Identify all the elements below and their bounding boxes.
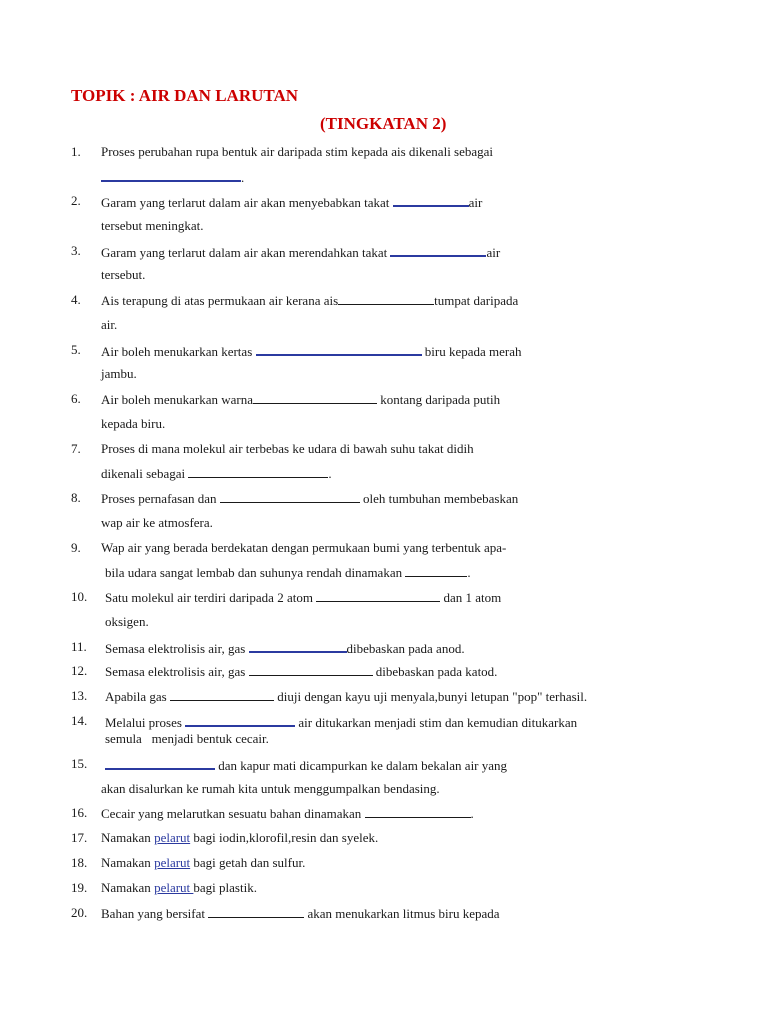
question-text-cont: akan disalurkan ke rumah kita untuk menggumpalkan bendasing. bbox=[101, 781, 440, 796]
question-text: Melalui proses air ditukarkan menjadi stim dan kemudian ditukarkan bbox=[105, 715, 578, 730]
answer-blank[interactable] bbox=[101, 168, 241, 182]
question-text: Semasa elektrolisis air, gas dibebaskan pada katod. bbox=[105, 664, 498, 679]
answer-blank[interactable] bbox=[188, 465, 328, 478]
question-text: Cecair yang melarutkan sesuatu bahan dinamakan . bbox=[101, 806, 474, 821]
question-text-cont: dikenali sebagai . bbox=[101, 466, 332, 481]
answer-blank[interactable] bbox=[256, 342, 422, 356]
answer-blank[interactable] bbox=[208, 905, 304, 918]
question-text: Wap air yang berada berdekatan dengan permukaan bumi yang terbentuk apa- bbox=[101, 540, 507, 555]
question-text-cont: semula menjadi bentuk cecair. bbox=[105, 731, 269, 746]
answer-blank[interactable] bbox=[405, 564, 467, 577]
question-text-cont: kepada biru. bbox=[101, 416, 166, 431]
question-text: Proses pernafasan dan oleh tumbuhan membebaskan bbox=[101, 491, 519, 506]
question-number: 1. bbox=[71, 144, 81, 159]
question-number: 9. bbox=[71, 540, 81, 555]
page-subtitle: (TINGKATAN 2) bbox=[320, 114, 447, 133]
question-number: 13. bbox=[71, 688, 88, 703]
answer-blank[interactable] bbox=[170, 688, 274, 701]
answer-blank[interactable] bbox=[390, 243, 486, 257]
question-text: Apabila gas diuji dengan kayu uji menyala,bunyi letupan "pop" terhasil. bbox=[105, 689, 588, 704]
answer-blank[interactable] bbox=[338, 292, 434, 305]
question-text-cont: jambu. bbox=[101, 366, 137, 381]
question-text: Garam yang terlarut dalam air akan merendahkan takat air bbox=[101, 245, 501, 260]
question-number: 10. bbox=[71, 589, 88, 604]
question-number: 6. bbox=[71, 391, 81, 406]
question-number: 7. bbox=[71, 441, 81, 456]
question-text-cont: wap air ke atmosfera. bbox=[101, 515, 213, 530]
answer-blank[interactable] bbox=[220, 490, 360, 503]
question-text: Bahan yang bersifat akan menukarkan litmus biru kepada bbox=[101, 906, 500, 921]
question-number: 2. bbox=[71, 193, 81, 208]
answer-blank[interactable] bbox=[316, 589, 440, 602]
question-number: 14. bbox=[71, 713, 88, 728]
question-number: 18. bbox=[71, 855, 88, 870]
question-text-cont: air. bbox=[101, 317, 118, 332]
pelarut-link[interactable]: pelarut bbox=[154, 855, 191, 870]
question-number: 8. bbox=[71, 490, 81, 505]
question-number: 15. bbox=[71, 756, 88, 771]
answer-blank[interactable] bbox=[105, 756, 215, 770]
question-text: Ais terapung di atas permukaan air kerana ais tumpat daripada bbox=[101, 293, 519, 308]
question-text: Proses perubahan rupa bentuk air daripada stim kepada ais dikenali sebagai bbox=[101, 144, 494, 159]
page-title: TOPIK : AIR DAN LARUTAN bbox=[71, 86, 299, 105]
pelarut-link[interactable]: pelarut bbox=[154, 880, 194, 895]
answer-blank[interactable] bbox=[365, 805, 471, 818]
answer-line: . bbox=[101, 168, 244, 186]
question-number: 16. bbox=[71, 805, 88, 820]
question-text: Namakan pelarut bagi getah dan sulfur. bbox=[101, 855, 306, 870]
question-text: Satu molekul air terdiri daripada 2 atom dan 1 atom bbox=[105, 590, 502, 605]
question-number: 5. bbox=[71, 342, 81, 357]
question-number: 12. bbox=[71, 663, 88, 678]
question-text: Air boleh menukarkan warna kontang daripada putih bbox=[101, 392, 501, 407]
question-text-cont: tersebut. bbox=[101, 267, 146, 282]
answer-blank[interactable] bbox=[249, 663, 373, 676]
question-text-cont: tersebut meningkat. bbox=[101, 218, 204, 233]
question-text: dan kapur mati dicampurkan ke dalam bekalan air yang bbox=[105, 756, 507, 774]
question-number: 11. bbox=[71, 639, 87, 654]
answer-blank[interactable] bbox=[185, 713, 295, 727]
answer-blank[interactable] bbox=[253, 391, 377, 404]
question-text: Air boleh menukarkan kertas biru kepada merah bbox=[101, 344, 522, 359]
question-number: 20. bbox=[71, 905, 88, 920]
answer-blank[interactable] bbox=[393, 193, 469, 207]
question-text: Proses di mana molekul air terbebas ke udara di bawah suhu takat didih bbox=[101, 441, 474, 456]
question-text: Semasa elektrolisis air, gas dibebaskan pada anod. bbox=[105, 641, 465, 656]
question-number: 17. bbox=[71, 830, 88, 845]
answer-blank[interactable] bbox=[249, 639, 347, 653]
question-number: 4. bbox=[71, 292, 81, 307]
question-number: 3. bbox=[71, 243, 81, 258]
question-text-cont: oksigen. bbox=[105, 614, 149, 629]
question-text: Garam yang terlarut dalam air akan menyebabkan takat air bbox=[101, 195, 483, 210]
pelarut-link[interactable]: pelarut bbox=[154, 830, 191, 845]
question-text-cont: bila udara sangat lembab dan suhunya rendah dinamakan . bbox=[105, 565, 471, 580]
question-text: Namakan pelarut bagi plastik. bbox=[101, 880, 257, 895]
question-number: 19. bbox=[71, 880, 88, 895]
question-text: Namakan pelarut bagi iodin,klorofil,resin dan syelek. bbox=[101, 830, 379, 845]
